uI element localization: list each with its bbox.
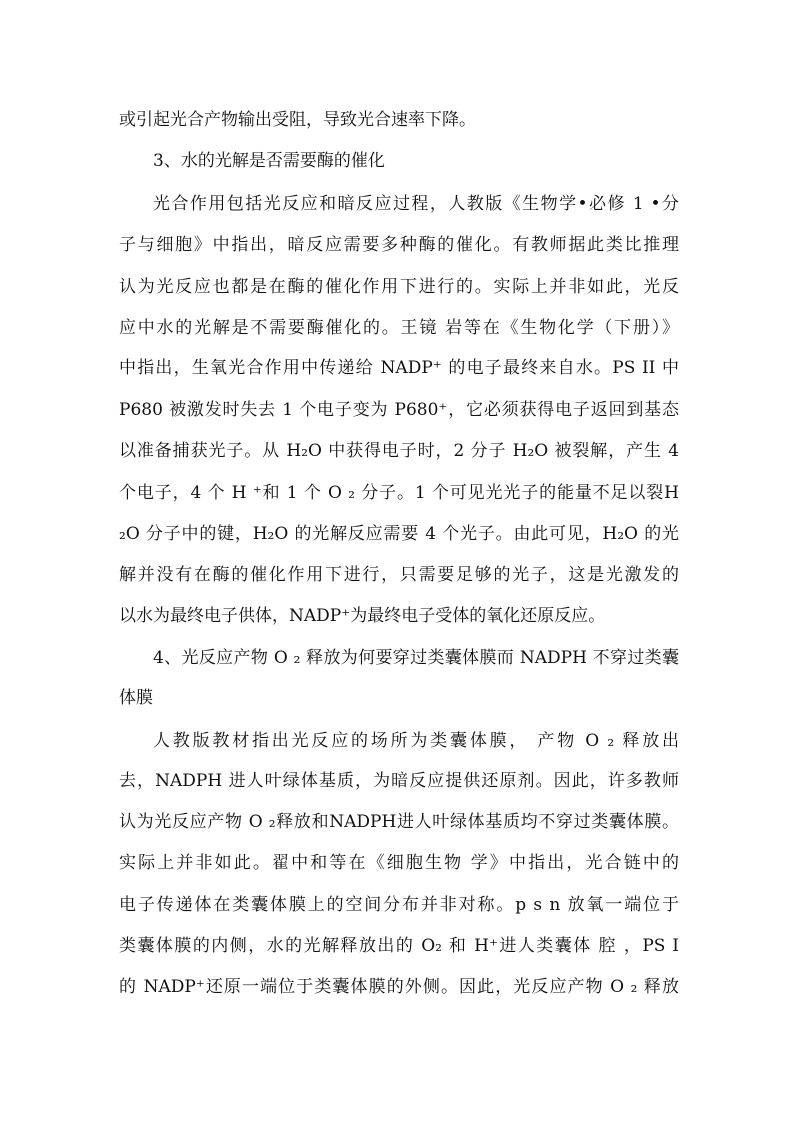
section-heading: 4、光反应产物 O ₂ 释放为何要穿过类囊体膜而 NADPH 不穿过类囊 [153,648,679,668]
text-line: 个电子，4 个 H ⁺和 1 个 O ₂ 分子。1 个可见光光子的能量不足以裂H [119,483,679,503]
text-line: 类囊体膜的内侧，水的光解释放出的 O₂ 和 H⁺进人类囊体 腔 ，PS I [119,936,679,956]
text-line: ₂O 分子中的键，H₂O 的光解反应需要 4 个光子。由此可见，H₂O 的光 [119,524,679,544]
text-line: 电子传递体在类囊体膜上的空间分布并非对称。p s n 放氧一端位于 [119,895,679,915]
text-line: 以准备捕获光子。从 H₂O 中获得电子时，2 分子 H₂O 被裂解，产生 4 [119,441,679,461]
text-line: 应中水的光解是不需要酶催化的。王镜 岩等在《生物化学（下册）》 [119,318,679,338]
text-line: 中指出，生氧光合作用中传递给 NADP⁺ 的电子最终来自水。PS II 中 [119,358,679,378]
text-line: 光合作用包括光反应和暗反应过程，人教版《生物学•必修 1 •分 [153,194,679,214]
text-line: 认为光反应也都是在酶的催化作用下进行的。实际上并非如此，光反 [119,277,679,297]
text-line: 子与细胞》中指出，暗反应需要多种酶的催化。有教师据此类比推理 [119,235,679,255]
section-heading: 3、水的光解是否需要酶的催化 [153,151,385,171]
text-line: 去，NADPH 进人叶绿体基质，为暗反应提供还原剂。因此，许多教师 [119,771,679,791]
text-line: 或引起光合产物输出受阻，导致光合速率下降。 [119,110,476,130]
text-line: 的 NADP⁺还原一端位于类囊体膜的外侧。因此，光反应产物 O ₂ 释放 [119,977,679,997]
text-line: 人教版教材指出光反应的场所为类囊体膜， 产物 O ₂ 释放出 [153,731,679,751]
text-line: 解并没有在酶的催化作用下进行，只需要足够的光子，这是光激发的 [119,565,679,585]
text-line: 实际上并非如此。翟中和等在《细胞生物 学》中指出，光合链中的 [119,853,679,873]
section-heading-continued: 体膜 [119,688,153,708]
text-line: P680 被激发时失去 1 个电子变为 P680⁺，它必须获得电子返回到基态 [119,400,679,420]
text-line: 以水为最终电子供体，NADP⁺为最终电子受体的氧化还原反应。 [119,606,606,626]
text-line: 认为光反应产物 O ₂释放和NADPH进人叶绿体基质均不穿过类囊体膜。 [119,812,679,832]
